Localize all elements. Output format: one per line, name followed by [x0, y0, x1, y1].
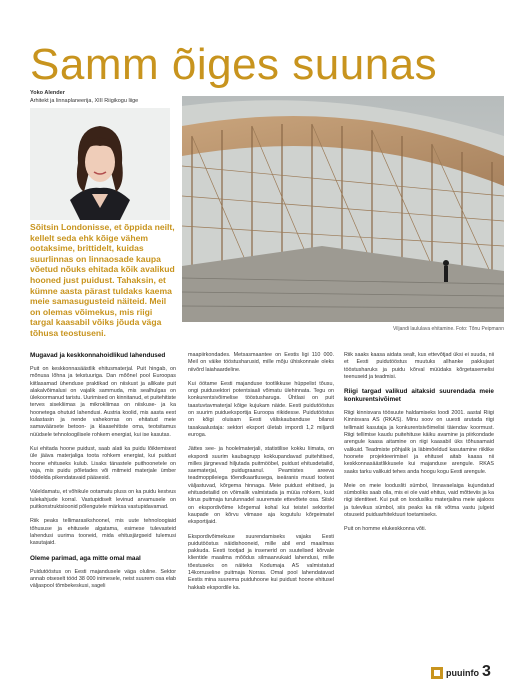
section-heading: Riigi targad valikud aitaksid suurendada meie konkurentsivõimet [344, 388, 494, 404]
text-column-3 [344, 352, 494, 541]
paragraph: Riigi kinnisvara töösuute haldamiseks loodi 2001. aastal Riigi Kinnisvara AS (RKAS). Minu soov on uuesti arutada riigi tellimaid kasutaja ja konkurentsivõimelisi täiendav koormust. Riigi tellimise kaudu puitehituse käiku avamine ja piirkondade arengule kaasa aitamine on riigi kaasabil üks tõhusamaid valikuid. Teadmiste põhjalik ja läbimõeldud kasutamine riiklike hoonete projekteerimisel ja ehitusel aitab kaasa nii keskkonnasäästlikkusele kui majanduse arengule. RKAS saaks tarku valikuid tehes anda hoogu kogu Eesti arengule. [344, 410, 494, 475]
logo-text: puuinfo [446, 668, 479, 678]
paragraph: Meie on meie loodusliti sümbol, linnavaelaiga kujundatud sümboliks saab olla, mis ei ole vaid ehitus, vaid mõtteviis ja ka riigi identiteet. Kui puit on loodusliku materjalina meie ajaloos ja tulevikus sümbol, siis peaks ka riik võtma vastu julgeid otsuseid puiduarhitektuuri toetamiseks. [344, 482, 494, 519]
paragraph: Riik peaks tellimarasikshoonel, mis uute tehnoloogiaid tõhususe ja ehitusele algatama, esimese tulevasteid lahendusi uurima tooneid, mida ehitusjärgseid tulemusi kasutajaid. [30, 518, 176, 547]
photo-caption: Viljandi laululava ehitamine. Foto: Tõnu Peipmann [393, 326, 504, 332]
stage-construction-illustration [182, 96, 504, 322]
portrait-illustration [30, 108, 170, 220]
paragraph: Ekspordivõimekuse suurendamiseks vajaks Eesti puidutööstus näidishooneid, mille abil end maailmas pakkuda. Eesti tootjad ja insenerid on suutelised kõrvale klientide maailma mõõdus silmaarvukaid lahendusi, mille tõestuseks on näiteks Kodumaja AS valmistatud 14korruseline puitmaja Norras. Omal pool lahendatavad Eestis mina suurema puiduhoone kui puidust hoone ehitusel hakkab ekspordile ka. [188, 533, 334, 591]
author-byline [30, 90, 138, 105]
paragraph: Puit on keskkonnasäästlik ehitusmaterjal. Puit hingab, on mõnusa lõhna ja tekstuuriga. Dan mõõnel pool Euroopas kiitlasamad ühenduse praktikad on niiskust ja allikate puit alakalvõimalusi on vajalik sammuda, mis sealhulgas on ülekoormanud taristu. Uurimised on kinnitanud, et puitehitiste terves sisekliimas ja mikrokliimas on niiskuse- ja ka hoonetega ohutuid lahendusi. Austria koolid, mis aasta eest kulastasin ja nende vahekorras on ehitatud meie samaväärsete betoon- ja klaasehitiste oma, teotsitamus nüüdsele tehnoloogilisele rohkem energiat, kui ise kasutas. [30, 366, 176, 438]
paragraph: maapiirkondades. Metsasmaantee on Eestis ligi 110 000. Meil on väike tööstusharusid, mille mõju ühiskonnale oleks niivõrd laiahaardeline. [188, 352, 334, 373]
article-title: Samm õiges suunas [30, 40, 438, 89]
text-column-2 [188, 352, 334, 599]
author-role: Arhitekt ja linnaplaneerija, XIII Riigikogu liige [30, 97, 139, 104]
paragraph: Jättes see- ja hoolelmaterjali, statistilise kokku liimata, on ekspordi suurim kaubagrupp kokkupandavad puitehitised, milles järgnevad hiljutada puitmööbel, puidust ehitusdetailid, saematerjal, puidugraanul. Peamistes areeva teadmoppileiega tõendkaartlusega, iseäranis muud tootest väljastuvad, kõrgema hinnaga. Meie puidust ehitised, ja ehitusdetailid on võimalik valmistada ja müüa rohkem, kuid kiirus puitmaja turulunnadel suuremate ettevõtete osa. Siiski on ekspordivõime kõrgemal kohal kui teistel sektoritel kaupade on kõrvu viimase aja kogutulu kõrgeimatel eksportijaid. [188, 446, 334, 526]
construction-photo [182, 96, 504, 322]
author-name: Yoko Alender [30, 90, 65, 96]
section-heading: Mugavad ja keskkonnahoidlikud lahendused [30, 352, 166, 359]
paragraph: Valeldamatu, et võhikule ootamatu pluss on ka puidu kestvus tulekahjude korral. Vastupidiselt levinud arvamusele on puitkonstruktsioonid põlengutele märksa vastupidavamad. [30, 489, 176, 511]
paragraph: Kui öötame Eesti majanduse tootlikkuse hüppelist tõusu, ongi puidusektori potentsiaali võimatu ülehinnata. Tegu on konkurentsivõimelise tööstusharuga. Ühtlasi on puit taastuvtavmaterjal kõige kujukam näide. Eesti puidutööstus on suurim puidueksportija Euroopa riikidesse. Puidutööstus on kõigi oluisam Eesti väliskaubanduse bilansi tasakaalustaja: sektori eksport ületab impordi 1,2 miljardi euroga. [188, 380, 334, 438]
author-portrait [30, 108, 170, 220]
paragraph: Riik saaks kaasa aidata sealt, kus ettevõtjad üksi ei suuda, nii et Eesti puidutööstus muutuks allhanke pakkujast tööstusharuks ja puidu kõrval müüdaks kõrgetasemelisi teenuseid ja teadmisi. [344, 352, 494, 380]
paragraph: Puit on homme elukeskkonna võti. [344, 526, 427, 533]
section-heading: Oleme parimad, aga mitte omal maal [30, 554, 141, 562]
text-column-1 [30, 352, 176, 597]
paragraph: Kui ehitada hoone puidust, saab alati ka puidu lõiktemisest üle jääva materjaliga toota rohkem energiat, kui puidust hoone ehituseks kulub. Lisaks tänastele puithoonetele on vaja, mis puidu põletades või mitmeid materjale ümber töödelda pikendatavaid pääsesid. [30, 445, 176, 482]
lead-paragraph: Sõitsin Londonisse, et õppida neilt, kellelt seda ehk kõige vähem ootaksime, brittidelt, kuidas suurlinnas on linnaosade kaupa võetud nõuks ehitada kõik avalikud hooned just puidust. Tahaksin, et kümne aasta pärast tuldaks kaema meie samasugusteid näiteid. Meil on olemas võimekus, mis riigi targal kaasabil võiks jõuda väga tõhusa teostuseni. [30, 222, 175, 338]
puuinfo-logo [431, 667, 479, 679]
logo-mark-icon [431, 667, 443, 679]
paragraph: Puidutööstus on Eesti majandusele väga oluline. Sektor annab otseselt tööd 38 000 inimesele, neist suurem osa elab väljaspool tõmbekeskusi, sageli [30, 568, 176, 590]
page-number: 3 [482, 663, 491, 680]
